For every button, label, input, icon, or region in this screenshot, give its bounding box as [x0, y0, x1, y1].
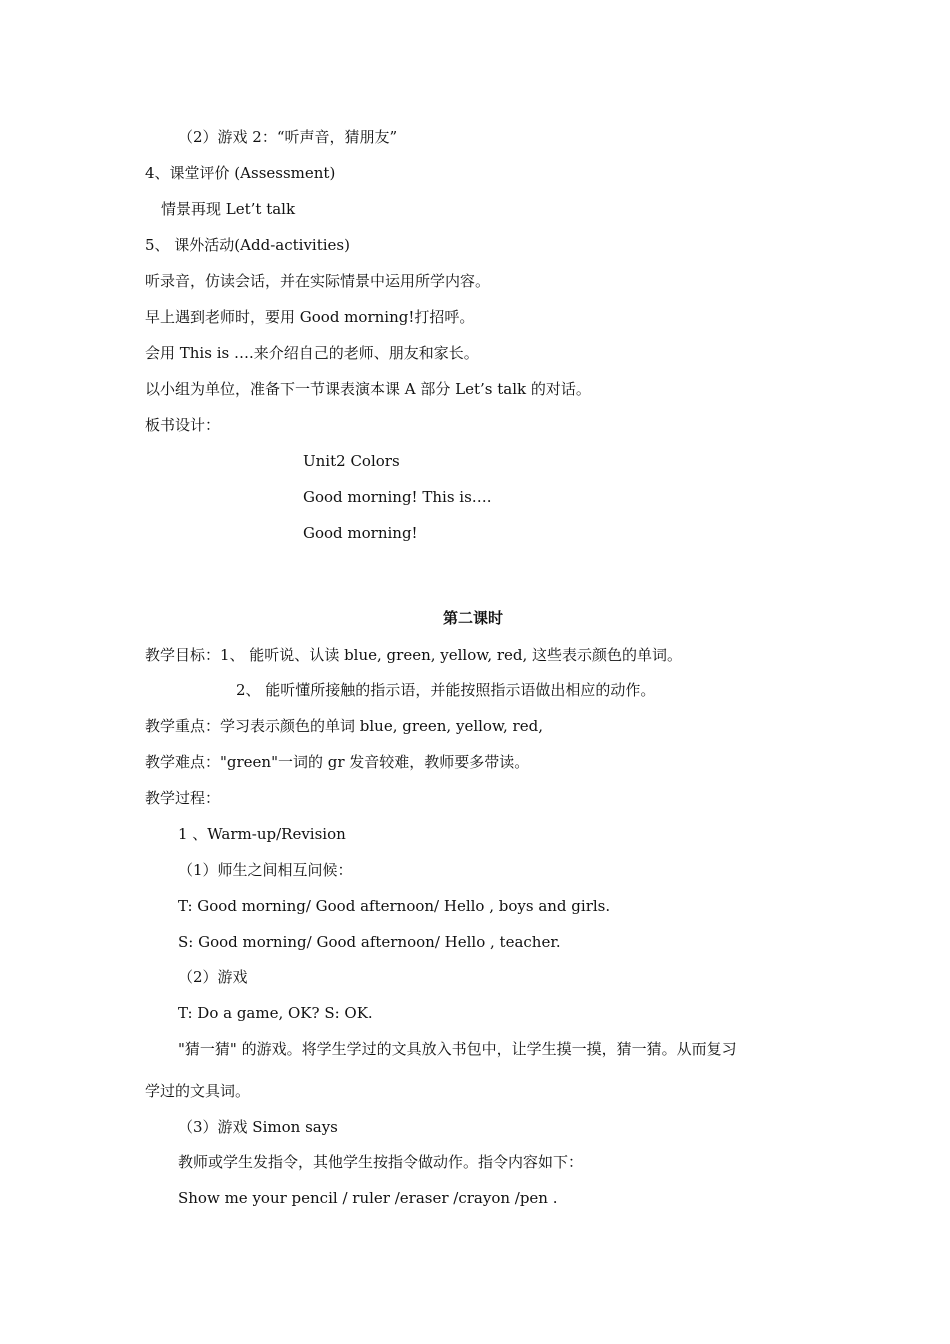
game-heading: （2）游戏 [178, 968, 248, 986]
greeting-heading: （1）师生之间相互问候： [178, 861, 353, 879]
activities-heading: 5、 课外活动(Add-activities) [145, 236, 350, 254]
simon-says-description: 教师或学生发指令，其他学生按指令做动作。指令内容如下： [178, 1153, 584, 1171]
lesson-title: 第二课时 [443, 609, 504, 627]
objective-2: 2、 能听懂所接触的指示语，并能按照指示语做出相应的动作。 [236, 681, 656, 699]
board-design-heading: 板书设计： [145, 416, 221, 434]
guess-game-line: "猜一猜" 的游戏。将学生学过的文具放入书包中，让学生摸一摸，猜一猜。从而复习 [178, 1040, 737, 1058]
board-line: Good morning! This is…. [303, 488, 492, 506]
activity-item: 会用 This is ….来介绍自己的老师、朋友和家长。 [145, 344, 479, 362]
simon-says-example: Show me your pencil / ruler /eraser /crayon /pen . [178, 1189, 558, 1207]
process-heading: 教学过程： [145, 789, 221, 807]
difficulty: 教学难点："green"一词的 gr 发音较难，教师要多带读。 [145, 753, 530, 771]
activity-item: 听录音，仿读会话，并在实际情景中运用所学内容。 [145, 272, 491, 290]
objective-1: 教学目标：1、 能听说、认读 blue, green, yellow, red, 这些表示颜色的单词。 [145, 646, 683, 664]
game-dialog: T: Do a game, OK? S: OK. [178, 1004, 373, 1022]
greeting-teacher: T: Good morning/ Good afternoon/ Hello , boys and girls. [178, 897, 611, 915]
assessment-heading: 4、课堂评价 (Assessment) [145, 164, 336, 182]
assessment-item: 情景再现 Let’t talk [161, 200, 296, 218]
key-points: 教学重点：学习表示颜色的单词 blue, green, yellow, red, [145, 717, 543, 735]
greeting-students: S: Good morning/ Good afternoon/ Hello , teacher. [178, 933, 561, 951]
warmup-heading: 1 、Warm-up/Revision [178, 825, 346, 843]
activity-item: 早上遇到老师时，要用 Good morning!打招呼。 [145, 308, 475, 326]
simon-says-heading: （3）游戏 Simon says [178, 1118, 338, 1136]
game2-line: （2）游戏 2：“听声音，猜朋友” [178, 128, 398, 146]
activity-item: 以小组为单位，准备下一节课表演本课 A 部分 Let’s talk 的对话。 [145, 380, 591, 398]
board-line: Unit2 Colors [303, 452, 400, 470]
guess-game-line: 学过的文具词。 [145, 1082, 251, 1100]
board-line: Good morning! [303, 524, 418, 542]
